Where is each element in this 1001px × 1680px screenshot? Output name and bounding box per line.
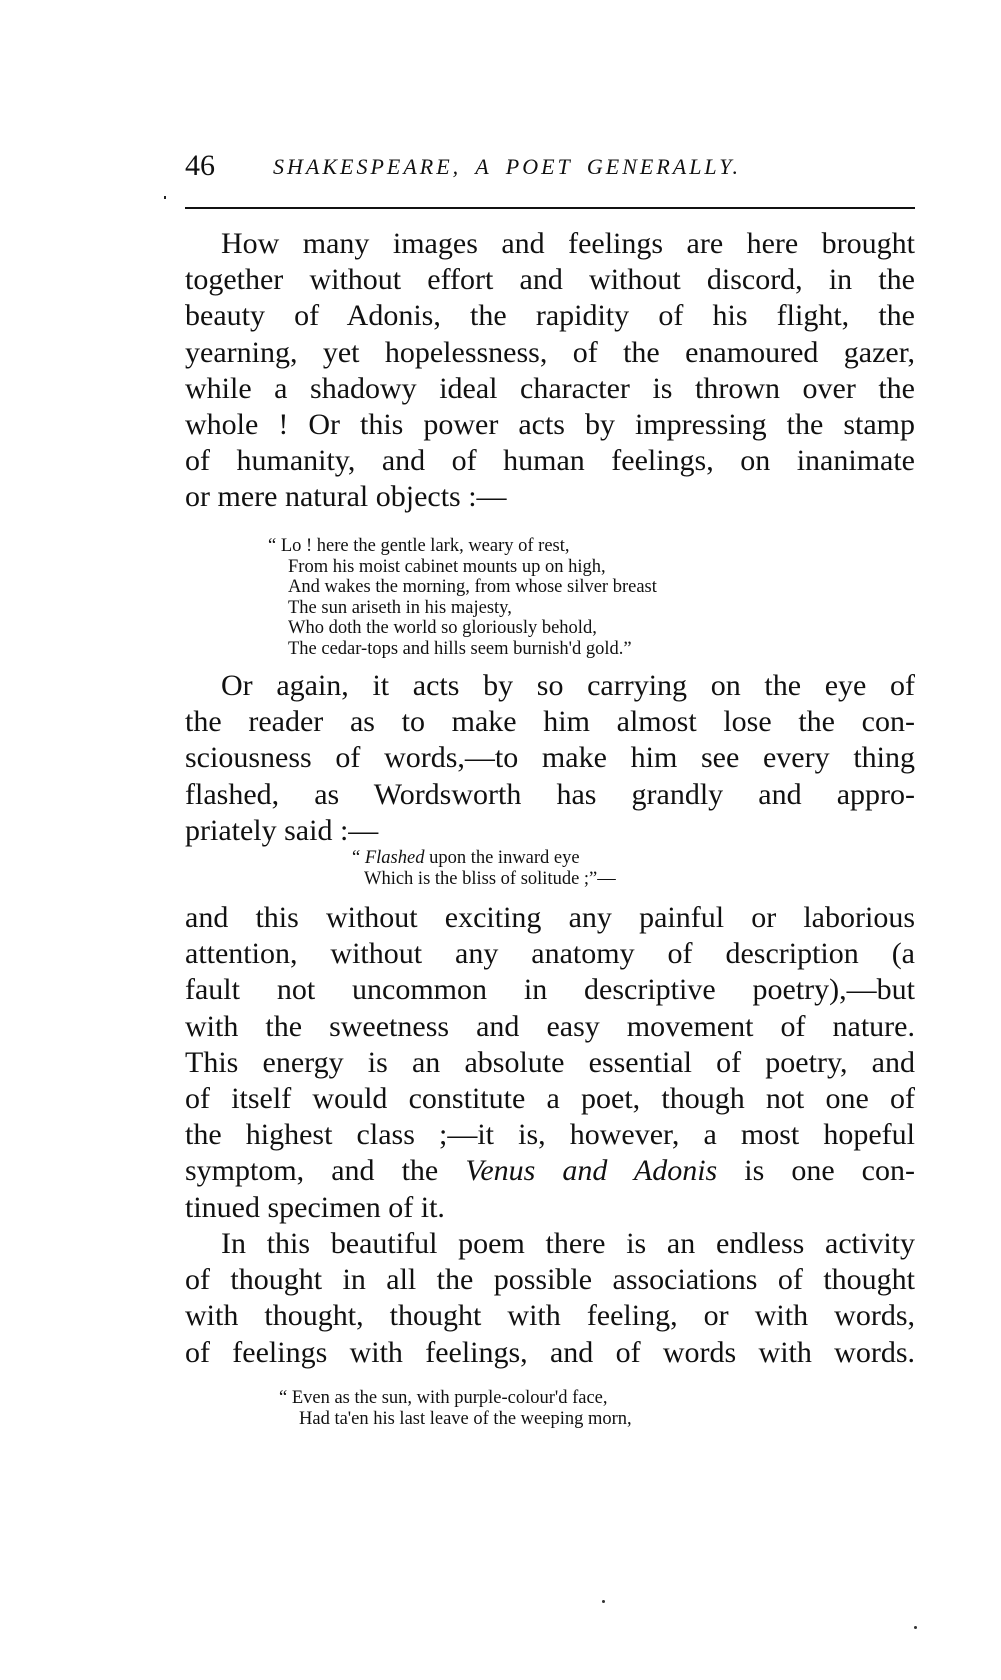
open-quote: “ — [352, 848, 365, 868]
text-line: In this beautiful poem there is an endless activity — [221, 1227, 915, 1260]
text-line: This energy is an absolute essential of poetry, and — [185, 1045, 915, 1079]
text-line: Or again, it acts by so carrying on the eye of — [221, 669, 915, 702]
text-line: of thought in all the possible associations of thought — [185, 1263, 915, 1297]
verse-line: “ Even as the sun, with purple-colour'd face, — [279, 1388, 608, 1408]
text-line: while a shadowy ideal character is thrown over the — [185, 371, 915, 405]
page-number: 46 — [185, 149, 215, 182]
verse-line: The cedar-tops and hills seem burnish'd gold.” — [288, 638, 632, 659]
text-line: of feelings with feelings, and of words with words. — [185, 1335, 915, 1369]
print-speck — [602, 1600, 605, 1603]
text-line: whole ! Or this power acts by impressing the stamp — [185, 408, 915, 442]
running-title: SHAKESPEARE, A POET GENERALLY. — [273, 154, 741, 179]
verse-line: From his moist cabinet mounts up on high, — [288, 556, 606, 577]
print-speck — [164, 196, 166, 199]
text-fragment: symptom, and the — [185, 1154, 466, 1188]
text-line: the highest class ;—it is, however, a most hopeful — [185, 1118, 915, 1152]
text-line: attention, without any anatomy of description (a — [185, 937, 915, 971]
work-title: Venus and Adonis — [465, 1154, 718, 1188]
text-line: and this without exciting any painful or laborious — [185, 901, 915, 934]
text-line: with the sweetness and easy movement of nature. — [185, 1009, 915, 1043]
text-line: How many images and feelings are here brought — [221, 227, 915, 260]
text-line: the reader as to make him almost lose the con- — [185, 705, 915, 739]
text-line: of itself would constitute a poet, though not one of — [185, 1082, 915, 1116]
text-line: of humanity, and of human feelings, on inanimate — [185, 444, 915, 478]
page-header — [185, 148, 915, 188]
verse-line: “ Lo ! here the gentle lark, weary of rest, — [268, 536, 570, 556]
text-line: tinued specimen of it. — [185, 1190, 445, 1224]
text-line — [185, 1153, 915, 1189]
text-line: fault not uncommon in descriptive poetry),—but — [185, 973, 915, 1007]
header-rule — [185, 207, 915, 209]
paragraph-1 — [185, 226, 915, 516]
verse-quote-1 — [268, 536, 657, 659]
paragraph-3 — [185, 900, 915, 1226]
verse-text: upon the inward eye — [424, 848, 580, 868]
text-line: priately said :— — [185, 813, 379, 847]
verse-quote-3 — [279, 1388, 632, 1429]
verse-line — [352, 848, 616, 869]
italic-word: Flashed — [364, 848, 425, 868]
text-line: together without effort and without discord, in the — [185, 263, 915, 297]
text-line: with thought, thought with feeling, or with words, — [185, 1299, 915, 1333]
text-line: sciousness of words,—to make him see every thing — [185, 741, 915, 775]
paragraph-4 — [185, 1226, 915, 1371]
verse-line: Had ta'en his last leave of the weeping morn, — [299, 1408, 632, 1429]
verse-line: The sun ariseth in his majesty, — [288, 597, 512, 618]
text-fragment: is one con- — [717, 1154, 915, 1188]
verse-quote-2 — [352, 848, 616, 889]
verse-line: Which is the bliss of solitude ;”— — [364, 868, 616, 889]
text-line: flashed, as Wordsworth has grandly and appro- — [185, 777, 915, 811]
verse-line: Who doth the world so gloriously behold, — [288, 618, 597, 638]
text-line: beauty of Adonis, the rapidity of his flight, the — [185, 299, 915, 333]
text-line: or mere natural objects :— — [185, 480, 507, 514]
verse-line: And wakes the morning, from whose silver breast — [288, 577, 657, 597]
text-line: yearning, yet hopelessness, of the enamoured gazer, — [185, 335, 915, 369]
print-speck — [914, 1626, 917, 1629]
paragraph-2 — [185, 668, 915, 849]
